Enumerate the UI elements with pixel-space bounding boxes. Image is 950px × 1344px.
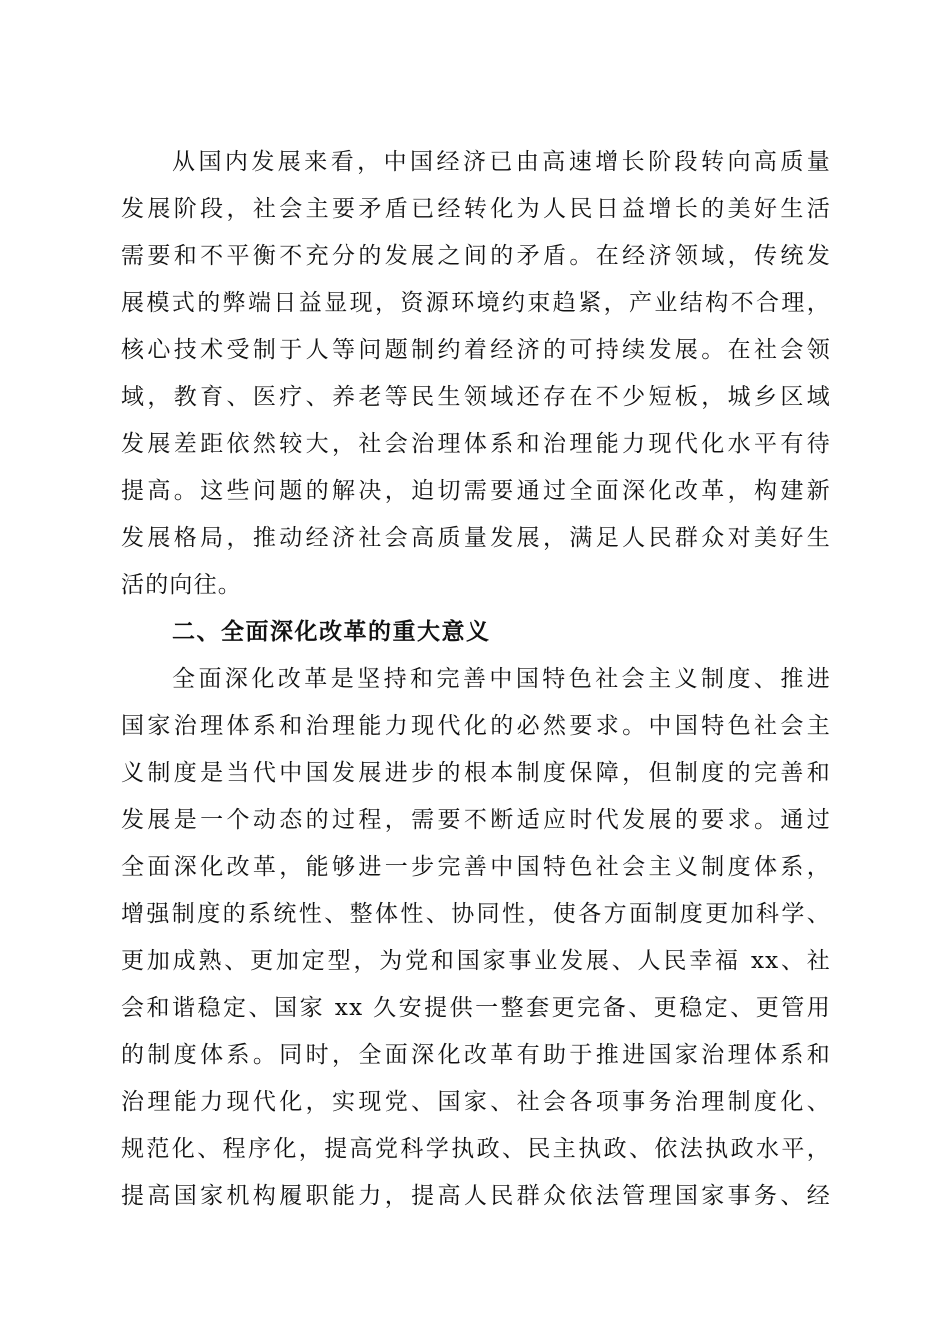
paragraph-2-line-7: 更加成熟、更加定型，为党和国家事业发展、人民幸福 xx、社 bbox=[121, 948, 831, 974]
paragraph-2-line-12: 提高国家机构履职能力，提高人民群众依法管理国家事务、经 bbox=[121, 1183, 831, 1209]
paragraph-1-line-8: 提高。这些问题的解决，迫切需要通过全面深化改革，构建新 bbox=[121, 478, 831, 504]
paragraph-2-line-11: 规范化、程序化，提高党科学执政、民主执政、依法执政水平， bbox=[121, 1136, 831, 1162]
paragraph-1-line-7: 发展差距依然较大，社会治理体系和治理能力现代化水平有待 bbox=[121, 431, 831, 457]
paragraph-2-line-2: 国家治理体系和治理能力现代化的必然要求。中国特色社会主 bbox=[121, 713, 831, 739]
paragraph-1-line-2: 发展阶段，社会主要矛盾已经转化为人民日益增长的美好生活 bbox=[121, 196, 831, 222]
paragraph-2-line-10: 治理能力现代化，实现党、国家、社会各项事务治理制度化、 bbox=[121, 1089, 831, 1115]
paragraph-1-line-1: 从国内发展来看，中国经济已由高速增长阶段转向高质量 bbox=[172, 149, 831, 175]
paragraph-2-line-8: 会和谐稳定、国家 xx 久安提供一整套更完备、更稳定、更管用 bbox=[121, 995, 831, 1021]
paragraph-1-line-10: 活的向往。 bbox=[121, 572, 242, 598]
paragraph-1-line-4: 展模式的弊端日益显现，资源环境约束趋紧，产业结构不合理， bbox=[121, 290, 831, 316]
paragraph-2-line-4: 发展是一个动态的过程，需要不断适应时代发展的要求。通过 bbox=[121, 807, 831, 833]
paragraph-2-line-3: 义制度是当代中国发展进步的根本制度保障，但制度的完善和 bbox=[121, 760, 831, 786]
paragraph-1-line-6: 域，教育、医疗、养老等民生领域还存在不少短板，城乡区域 bbox=[121, 384, 831, 410]
paragraph-1-line-5: 核心技术受制于人等问题制约着经济的可持续发展。在社会领 bbox=[121, 337, 831, 363]
paragraph-2-line-6: 增强制度的系统性、整体性、协同性，使各方面制度更加科学、 bbox=[121, 901, 831, 927]
paragraph-1-line-9: 发展格局，推动经济社会高质量发展，满足人民群众对美好生 bbox=[121, 525, 831, 551]
paragraph-2-line-9: 的制度体系。同时，全面深化改革有助于推进国家治理体系和 bbox=[121, 1042, 831, 1068]
paragraph-2-line-1: 全面深化改革是坚持和完善中国特色社会主义制度、推进 bbox=[172, 666, 831, 692]
paragraph-1-line-3: 需要和不平衡不充分的发展之间的矛盾。在经济领域，传统发 bbox=[121, 243, 831, 269]
paragraph-2-line-5: 全面深化改革，能够进一步完善中国特色社会主义制度体系， bbox=[121, 854, 831, 880]
section-heading: 二、全面深化改革的重大意义 bbox=[172, 619, 491, 645]
